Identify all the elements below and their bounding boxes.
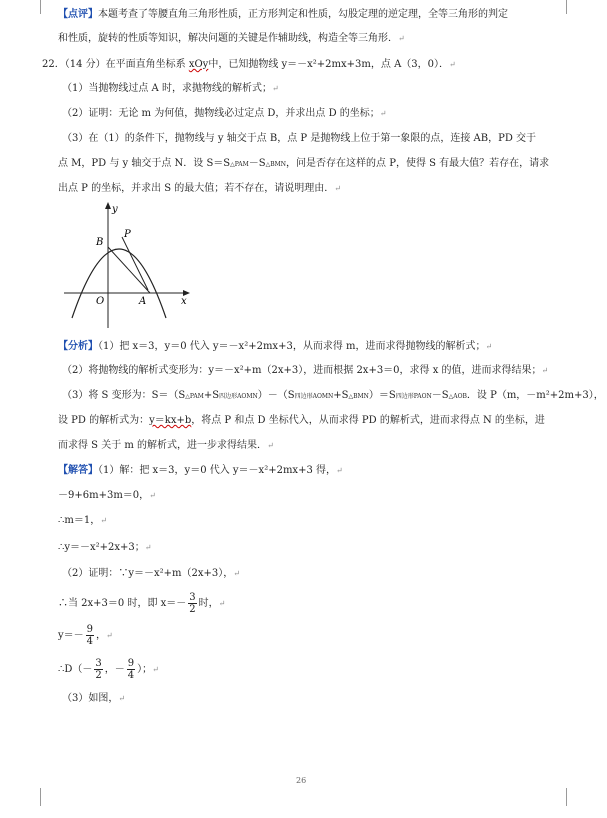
analysis-line-5: 而求得 S 关于 m 的解析式，进一步求得结果．↵ (58, 440, 274, 451)
solution-line-3: ∴m＝1，↵ (58, 515, 107, 526)
crop-mark-top-right (566, 0, 567, 14)
analysis-line-1: 【分析】（1）把 x＝3，y＝0 代入 y＝－x²+2mx+3，从而求得 m，进而求得抛物线的解析式；↵ (58, 341, 493, 352)
solution-line-2: －9+6m+3m＝0，↵ (58, 490, 156, 501)
question-1: （1）当抛物线过点 A 时，求抛物线的解析式；↵ (62, 83, 279, 94)
crop-mark-top-left (40, 0, 41, 14)
fraction-d-x: $\frac{3}{2}$ (95, 658, 102, 681)
point-b-label: B (96, 237, 104, 248)
solution-line-7: y＝－ $\frac{9}{4}$ ，↵ (58, 624, 113, 647)
crop-mark-bottom-left (40, 788, 41, 806)
comment-line-2: 和性质，旋转的性质等知识，解决问题的关键是作辅助线，构造全等三角形．↵ (58, 33, 405, 44)
origin-label: O (96, 296, 105, 307)
question-3-line-3: 出点 P 的坐标，并求出 S 的最大值；若不存在，请说明理由．↵ (58, 183, 341, 194)
question-2: （2）证明：无论 m 为何值，抛物线必过定点 D，并求出点 D 的坐标；↵ (62, 108, 387, 119)
x-axis-label: x (181, 296, 187, 307)
fraction-three-halves: $\frac{3}{2}$ (189, 592, 196, 615)
point-p-label: P (124, 229, 131, 240)
fraction-nine-quarters: $\frac{9}{4}$ (86, 624, 94, 647)
question-3-line-2: 点 M，PD 与 y 轴交于点 N．设 S＝S△PAM－S△BMN，问是否存在这样的点 P，使得 S 有最大值？若存在，请求 (58, 158, 550, 169)
solution-line-9: （3）如图，↵ (62, 693, 126, 704)
problem-header: 22．（14 分）在平面直角坐标系 xOy中，已知抛物线 y＝－x²+2mx+3m，点 A（3，0）．↵ (42, 59, 456, 70)
solution-line-6: ∴当 2x+3＝0 时，即 x＝－ $\frac{3}{2}$ 时，↵ (58, 592, 226, 615)
parabola-graph (62, 200, 197, 330)
question-3-line-1: （3）在（1）的条件下，抛物线与 y 轴交于点 B，点 P 是抛物线上位于第一象限的点，连接 AB，PD 交于 (62, 133, 537, 144)
analysis-line-2: （2）将抛物线的解析式变形为：y＝－x²+m（2x+3），进而根据 2x+3＝0，求得 x 的值，进而求得结果；↵ (62, 365, 549, 376)
y-axis-label: y (112, 204, 118, 215)
analysis-tag: 【分析】 (58, 341, 98, 352)
point-a-label: A (139, 296, 147, 307)
crop-mark-bottom-right (566, 788, 567, 806)
solution-tag: 【解答】 (58, 465, 98, 476)
analysis-line-3: （3）将 S 变形为：S＝（S△PAM+S四边形AOMN）－（S四边形AOMN+S△BMN）＝S四边形PAON－S△AOB．设 P（m，－m²+2m+3）， (62, 390, 604, 401)
fraction-d-y: $\frac{9}{4}$ (127, 658, 135, 681)
solution-line-8: ∴D（－ $\frac{3}{2}$ ，－ $\frac{9}{4}$ ）；↵ (58, 658, 159, 681)
solution-line-4: ∴y＝－x²+2x+3；↵ (58, 542, 152, 553)
segment-ba (108, 247, 150, 293)
page-number: 26 (296, 776, 307, 785)
comment-line-1: 【点评】本题考查了等腰直角三角形性质，正方形判定和性质，勾股定理的逆定理，全等三角形的判定 (58, 9, 508, 20)
analysis-line-4: 设 PD 的解析式为：y＝kx+b，将点 P 和点 D 坐标代入，从而求得 PD 的解析式，进而求得点 N 的坐标，进 (58, 415, 545, 426)
coordinate-system-name: xOy (188, 59, 209, 70)
segment-pd (122, 237, 148, 290)
y-axis-arrow (105, 202, 111, 209)
comment-tag: 【点评】 (58, 9, 98, 20)
solution-line-5: （2）证明：∵y＝－x²+m（2x+3），↵ (62, 568, 240, 579)
solution-line-1: 【解答】（1）解：把 x＝3，y＝0 代入 y＝－x²+2mx+3 得，↵ (58, 465, 343, 476)
